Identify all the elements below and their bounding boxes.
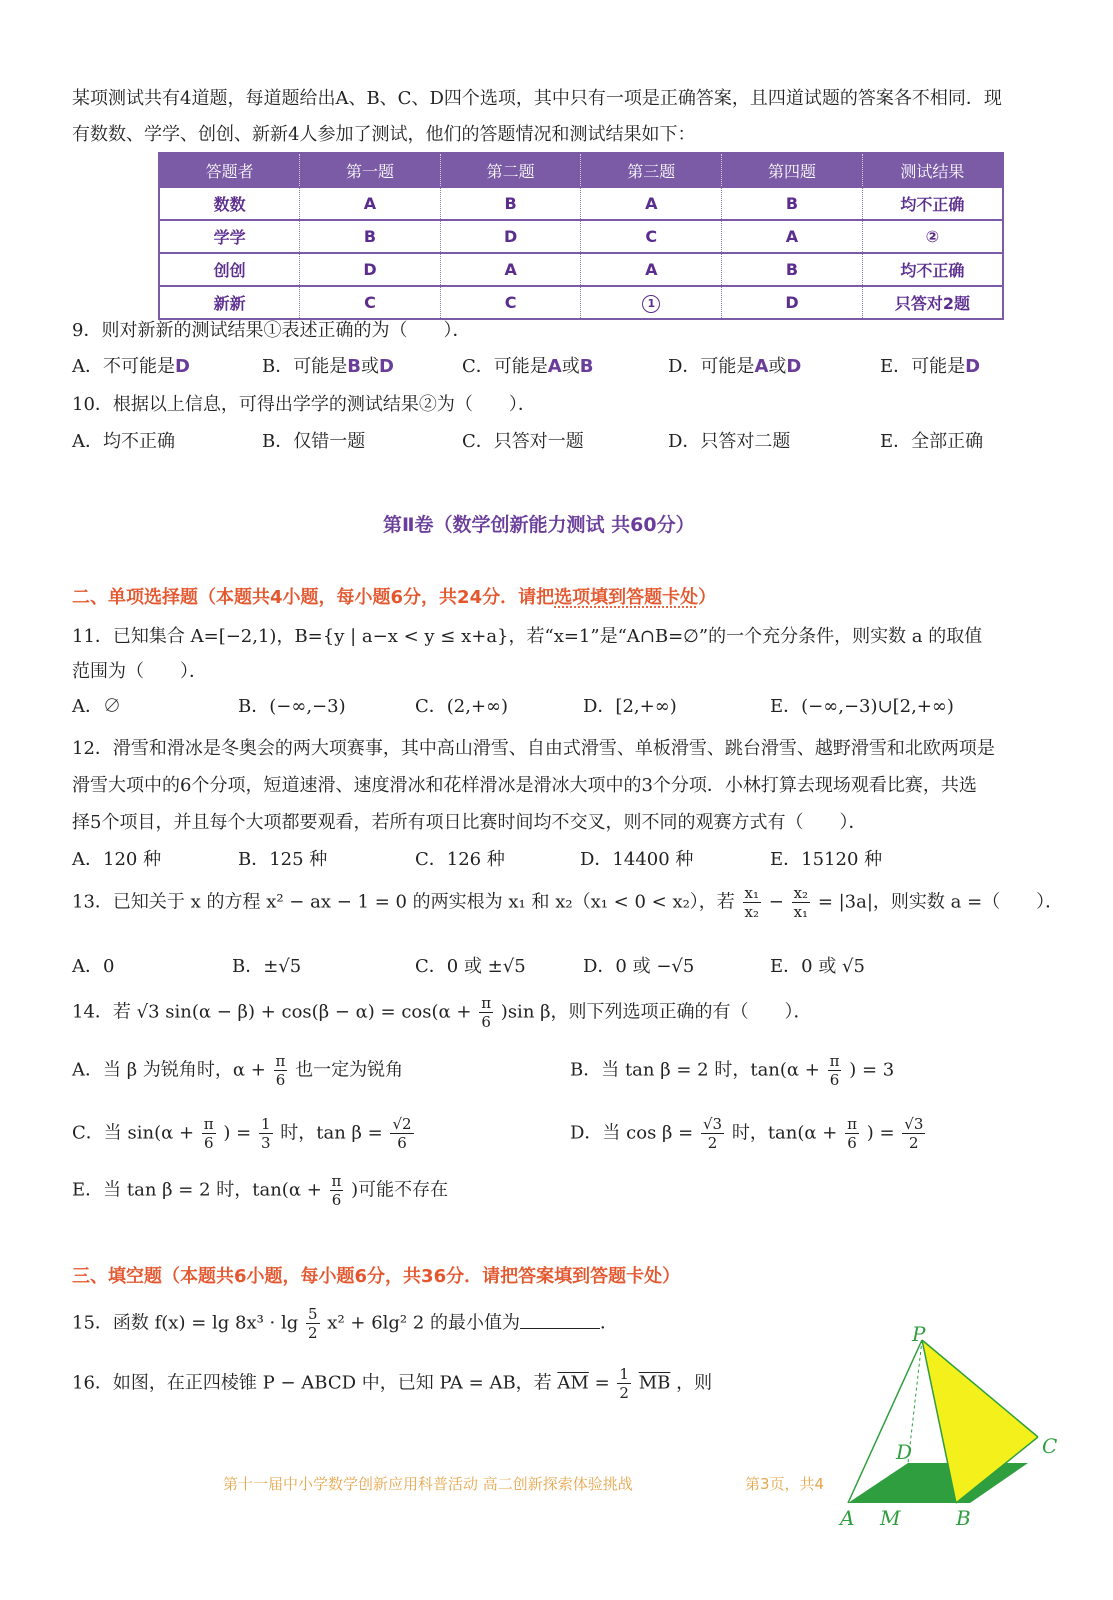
part-2-title: [72, 583, 716, 609]
q11-option-c: C．(2,+∞): [415, 696, 509, 717]
option-text: ) =: [223, 1122, 252, 1144]
q9-option-b: [262, 352, 394, 378]
q9-option-c: [462, 352, 593, 378]
pi-over-six: [330, 1172, 344, 1209]
q10-option-c: C．只答对一题: [462, 431, 584, 452]
table-cell: 数数: [159, 187, 300, 220]
table-cell: A: [581, 187, 722, 220]
q14-option-d: [570, 1115, 927, 1152]
table-header: 第四题: [722, 153, 863, 187]
table-cell: 均不正确: [862, 187, 1003, 220]
q14-stem: [72, 994, 812, 1031]
table-cell: 只答对2题: [862, 286, 1003, 319]
one-third: [259, 1115, 273, 1152]
numerator: x₂: [793, 884, 809, 902]
circled-one-marker: 1: [642, 295, 660, 313]
option-label: D．可能是: [668, 356, 755, 377]
option-highlight: D: [175, 356, 190, 377]
table-header: 答题者: [159, 153, 300, 187]
q11-option-e: E．(−∞,−3)∪[2,+∞): [770, 696, 954, 717]
numerator: π: [847, 1115, 857, 1133]
table-header-row: [159, 153, 1003, 187]
option-highlight: A: [547, 356, 562, 377]
q10-stem: 10．根据以上信息，可得出学学的测试结果②为（ ）．: [72, 394, 536, 415]
q12-line-3: 择5个项目，并且每个大项都要观看，若所有项日比赛时间均不交叉，则不同的观赛方式有（ ）．: [72, 812, 867, 833]
option-text-end: )可能不存在: [351, 1179, 449, 1201]
denominator: 6: [847, 1134, 857, 1152]
option-text: C．当 sin(α +: [72, 1122, 195, 1144]
option-text: B．当 tan β = 2 时，tan(α +: [570, 1059, 820, 1081]
denominator: 6: [203, 1134, 214, 1152]
denominator: 2: [308, 1324, 318, 1342]
q13-option-d: D．0 或 −√5: [583, 956, 695, 977]
table-cell: 学学: [159, 220, 300, 253]
denominator: 2: [619, 1384, 629, 1402]
q10-option-d: D．只答对二题: [668, 431, 791, 452]
point-label-m: M: [880, 1506, 901, 1530]
option-highlight: A: [754, 356, 769, 377]
part-2-title-end: ）: [698, 587, 717, 608]
option-text-end: 也一定为锐角: [295, 1059, 404, 1081]
option-label: E．可能是: [880, 356, 966, 377]
q11-line-2: 范围为（ ）．: [72, 661, 207, 682]
numerator: 5: [308, 1305, 318, 1323]
numerator: π: [829, 1052, 840, 1070]
table-cell: A: [300, 187, 441, 220]
q16-text: 16．如图，在正四棱锥 P − ABCD 中，已知 PA = AB，若: [72, 1372, 552, 1394]
denominator: x₂: [744, 903, 760, 921]
denominator: 2: [707, 1134, 718, 1152]
option-label: B．可能是: [262, 356, 348, 377]
q9-option-a: [72, 352, 190, 378]
numerator: √2: [392, 1115, 412, 1133]
table-cell: A: [581, 253, 722, 286]
table-cell: B: [300, 220, 441, 253]
q14-option-e: [72, 1172, 448, 1209]
option-text: A．当 β 为锐角时，α +: [72, 1059, 266, 1081]
intro-line-2: 有数数、学学、创创、新新4人参加了测试，他们的答题情况和测试结果如下：: [72, 124, 696, 145]
table-cell: D: [300, 253, 441, 286]
q13-option-e: E．0 或 √5: [770, 956, 865, 977]
pi-over-six: [202, 1115, 216, 1152]
option-text: D．当 cos β =: [570, 1122, 694, 1144]
footer-title: 第十一届中小学数学创新应用科普活动 高二创新探索体验挑战: [223, 1475, 633, 1493]
table-header: 第二题: [440, 153, 581, 187]
denominator: 6: [397, 1134, 407, 1152]
q11-option-b: B．(−∞,−3): [238, 696, 346, 717]
q12-line-2: 滑雪大项中的6个分项，短道速滑、速度滑冰和花样滑冰是滑冰大项中的3个分项．小林打算去现场观看比赛，共选: [72, 775, 977, 796]
q9-option-d: [668, 352, 801, 378]
q14-text-end: )sin β，则下列选项正确的有（ ）．: [500, 1001, 812, 1023]
one-half: [617, 1365, 631, 1402]
denominator: 2: [909, 1134, 919, 1152]
option-highlight: D: [378, 356, 394, 377]
q13-text-end: = |3a|，则实数 a =（ ）．: [817, 891, 1064, 913]
five-halves: [306, 1305, 320, 1342]
vector-mb: $\overline{MB}$: [638, 1372, 671, 1394]
q9-option-e: [880, 352, 980, 378]
intro-line-1: 某项测试共有4道题，每道题给出A、B、C、D四个选项，其中只有一项是正确答案，且四道试题的答案各不相同．现: [72, 88, 1002, 109]
q11-option-d: D．[2,+∞): [583, 696, 677, 717]
root-three-over-two: [902, 1115, 925, 1152]
root-two-over-six: [390, 1115, 413, 1152]
q13-option-c: C．0 或 ±√5: [415, 956, 526, 977]
q16-text-end: ，则: [676, 1372, 713, 1394]
option-connector: 或: [561, 356, 580, 377]
q15-text-end: x² + 6lg² 2 的最小值为: [327, 1312, 521, 1334]
q10-option-a: A．均不正确: [72, 431, 175, 452]
table-cell: A: [722, 220, 863, 253]
table-cell: D: [722, 286, 863, 319]
q13-minus: −: [768, 891, 784, 913]
numerator: π: [275, 1052, 286, 1070]
q12-option-c: C．126 种: [415, 849, 505, 870]
option-label: C．可能是: [462, 356, 548, 377]
part-2-title-text: 二、单项选择题（本题共4小题，每小题6分，共24分．请把: [72, 587, 555, 608]
q13-text: 13．已知关于 x 的方程 x² − ax − 1 = 0 的两实根为 x₁ 和 x₂（x₁ < 0 < x₂），若: [72, 891, 735, 913]
numerator: π: [481, 994, 492, 1012]
vertex-label-c: C: [1042, 1434, 1058, 1458]
vertex-label-b: B: [956, 1506, 971, 1530]
q13-option-a: A．0: [72, 956, 115, 977]
table-cell: 创创: [159, 253, 300, 286]
q13-fraction-1: [743, 884, 761, 921]
table-row: [159, 253, 1003, 286]
q13-option-b: B．±√5: [232, 956, 302, 977]
numerator: 1: [619, 1365, 629, 1383]
option-text: E．当 tan β = 2 时，tan(α +: [72, 1179, 322, 1201]
table-cell: C: [581, 220, 722, 253]
option-text: 时，tan β =: [280, 1122, 383, 1144]
q10-option-b: B．仅错一题: [262, 431, 366, 452]
q13-stem: [72, 884, 1063, 921]
option-connector: 或: [360, 356, 379, 377]
part-2-title-emphasis: 选项填到答题卡处: [554, 587, 699, 608]
table-cell: 新新: [159, 286, 300, 319]
numerator: √3: [904, 1115, 924, 1133]
table-row: [159, 286, 1003, 319]
answer-blank[interactable]: [520, 1328, 600, 1329]
pi-over-six: [274, 1052, 288, 1089]
q12-option-b: B．125 种: [238, 849, 328, 870]
numerator: π: [203, 1115, 214, 1133]
q12-option-a: A．120 种: [72, 849, 162, 870]
option-highlight: D: [786, 356, 802, 377]
table-cell: C: [300, 286, 441, 319]
numerator: π: [331, 1172, 342, 1190]
numerator: x₁: [744, 884, 760, 902]
denominator: 3: [260, 1134, 271, 1152]
q14-option-b: [570, 1052, 894, 1089]
pi-over-six: [479, 994, 493, 1031]
option-text: 时，tan(α +: [731, 1122, 838, 1144]
root-three-over-two: [701, 1115, 724, 1152]
q16-stem: [72, 1365, 712, 1402]
vertex-label-d: D: [896, 1440, 913, 1464]
q11-option-a: A．∅: [72, 696, 121, 717]
table-cell: 均不正确: [862, 253, 1003, 286]
q16-equals: =: [594, 1372, 610, 1394]
option-highlight: B: [579, 356, 594, 377]
q9-stem: 9．则对新新的测试结果①表述正确的为（ ）．: [72, 320, 471, 341]
table-row: [159, 220, 1003, 253]
denominator: 6: [829, 1071, 840, 1089]
denominator: 6: [275, 1071, 286, 1089]
answer-table: [158, 152, 1004, 320]
vertex-label-a: A: [840, 1506, 855, 1530]
table-header: 第一题: [300, 153, 441, 187]
pi-over-six: [828, 1052, 842, 1089]
vector-am: $\overline{AM}$: [557, 1372, 589, 1394]
q14-option-c: [72, 1115, 416, 1152]
table-cell: B: [722, 187, 863, 220]
q14-option-a: [72, 1052, 403, 1089]
part-3-title: 三、填空题（本题共6小题，每小题6分，共36分．请把答案填到答题卡处）: [72, 1266, 681, 1287]
table-header: 测试结果: [862, 153, 1003, 187]
numerator: 1: [260, 1115, 271, 1133]
pyramid-figure: [838, 1325, 1108, 1595]
denominator: 6: [481, 1013, 491, 1031]
q12-option-e: E．15120 种: [770, 849, 883, 870]
vertex-label-p: P: [912, 1325, 926, 1346]
page-number: 第3页，共4: [745, 1475, 825, 1493]
denominator: 6: [331, 1191, 342, 1209]
option-text: ) =: [866, 1122, 895, 1144]
table-cell: ②: [862, 220, 1003, 253]
table-cell: C: [440, 286, 581, 319]
section-2-title: 第Ⅱ卷（数学创新能力测试 共60分）: [383, 514, 695, 536]
option-connector: 或: [768, 356, 787, 377]
q11-line-1: 11．已知集合 A=[−2,1)，B={y | a−x < y ≤ x+a}，若“x=1”是“A∩B=∅”的一个充分条件，则实数 a 的取值: [72, 626, 983, 647]
q14-text: 14．若 √3 sin(α − β) + cos(β − α) = cos(α +: [72, 1001, 472, 1023]
table-cell: [581, 286, 722, 319]
q12-option-d: D．14400 种: [580, 849, 694, 870]
option-label: A．不可能是: [72, 356, 175, 377]
q13-fraction-2: [792, 884, 810, 921]
option-highlight: D: [965, 356, 981, 377]
option-highlight: B: [347, 356, 361, 377]
denominator: x₁: [793, 903, 809, 921]
q15-period: ．: [600, 1312, 619, 1334]
table-cell: B: [722, 253, 863, 286]
q15-stem: [72, 1305, 618, 1342]
table-cell: B: [440, 187, 581, 220]
pi-over-six: [845, 1115, 859, 1152]
q10-option-e: E．全部正确: [880, 431, 984, 452]
table-cell: D: [440, 220, 581, 253]
table-cell: A: [440, 253, 581, 286]
option-text-end: ) = 3: [849, 1059, 895, 1081]
table-header: 第三题: [581, 153, 722, 187]
q15-text: 15．函数 f(x) = lg 8x³ · lg: [72, 1312, 299, 1334]
table-row: [159, 187, 1003, 220]
numerator: √3: [702, 1115, 723, 1133]
q12-line-1: 12．滑雪和滑冰是冬奥会的两大项赛事，其中高山滑雪、自由式滑雪、单板滑雪、跳台滑雪、越野滑雪和北欧两项是: [72, 738, 995, 759]
